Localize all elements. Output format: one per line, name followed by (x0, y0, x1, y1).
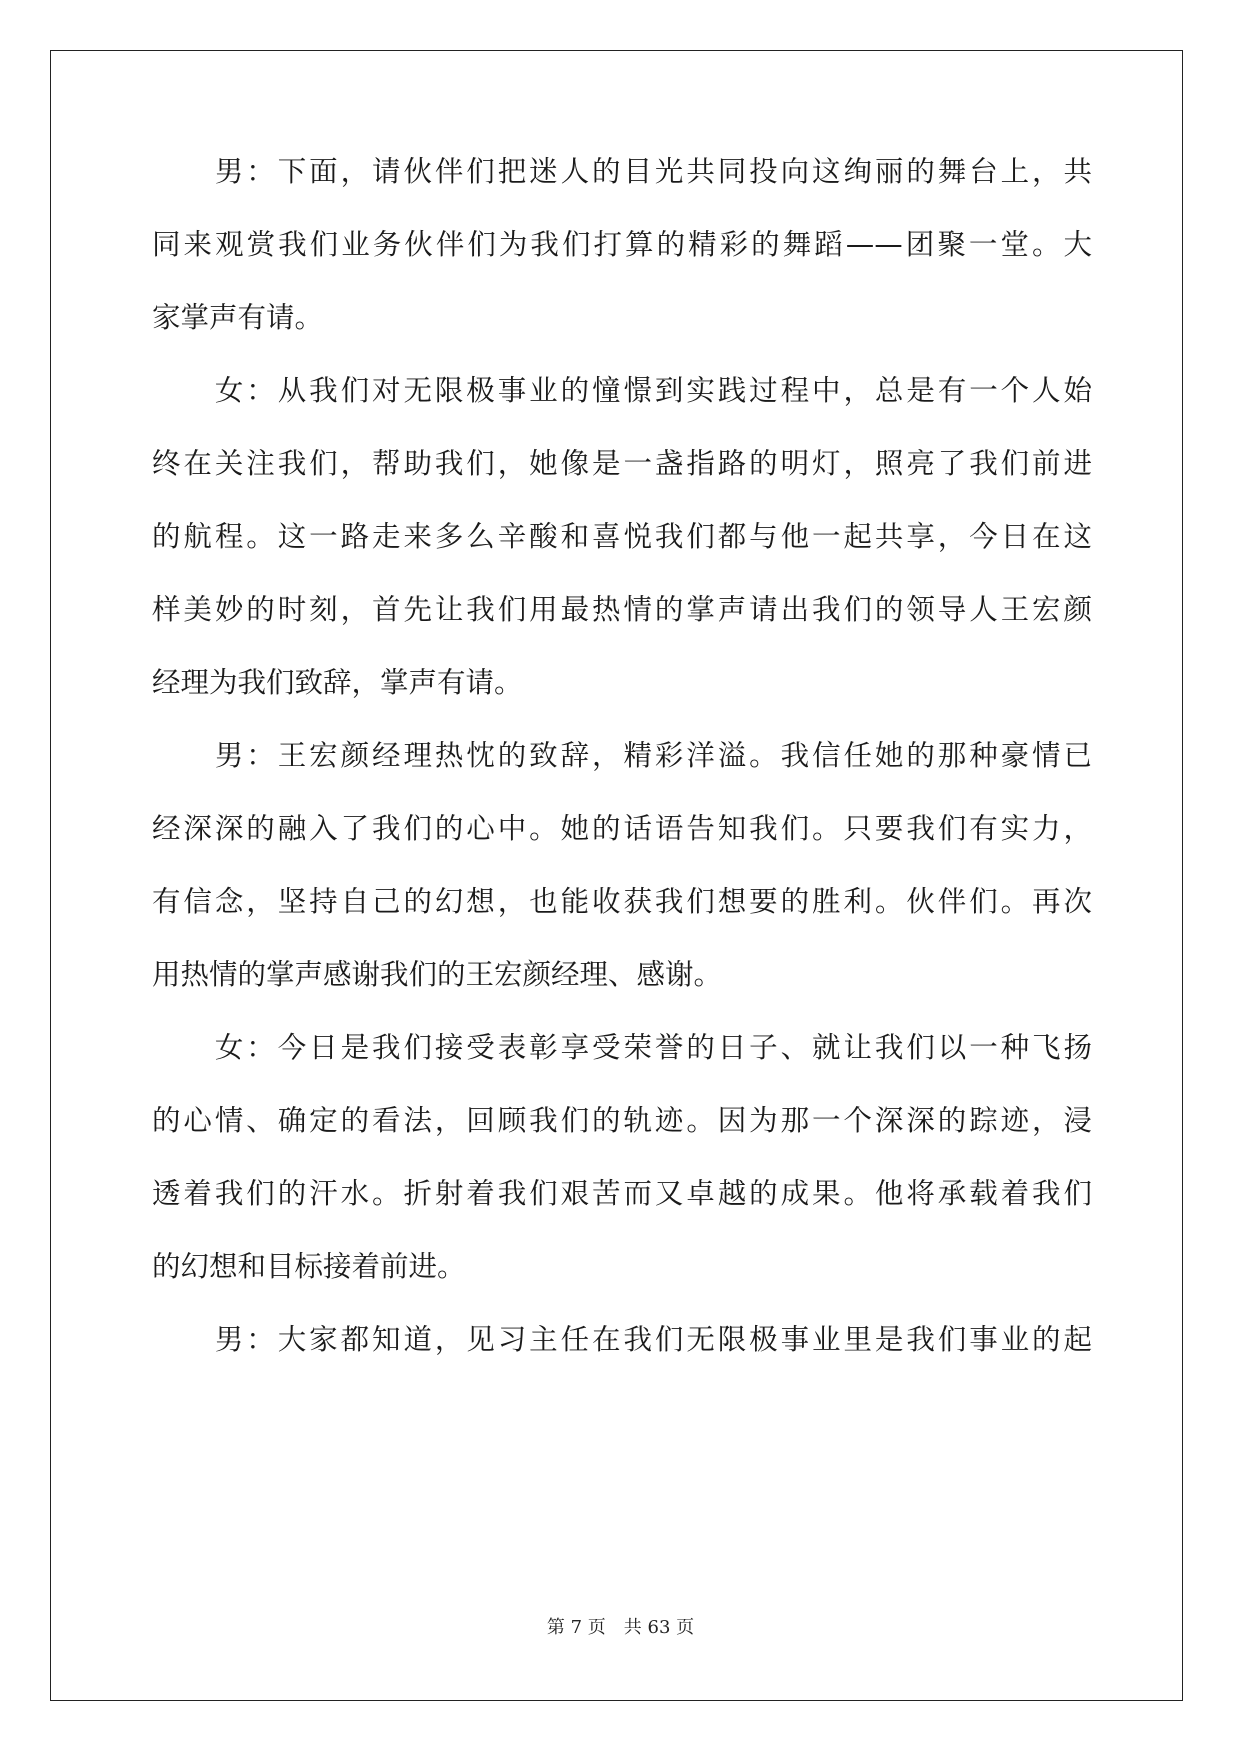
page-number-footer: 第 7 页 共 63 页 (546, 1617, 695, 1638)
text-line: 男：大家都知道，见习主任在我们无限极事业里是我们事业的起 (152, 1323, 1092, 1356)
text-line: 女：从我们对无限极事业的憧憬到实践过程中，总是有一个人始 (152, 374, 1092, 407)
text-line: 女：今日是我们接受表彰享受荣誉的日子、就让我们以一种飞扬 (152, 1031, 1092, 1064)
text-line: 男：王宏颜经理热忱的致辞，精彩洋溢。我信任她的那种豪情已 (152, 739, 1092, 772)
text-line: 用热情的掌声感谢我们的王宏颜经理、感谢。 (152, 958, 723, 991)
text-line: 经深深的融入了我们的心中。她的话语告知我们。只要我们有实力， (152, 812, 1092, 845)
text-line: 有信念，坚持自己的幻想，也能收获我们想要的胜利。伙伴们。再次 (152, 885, 1092, 918)
text-line: 家掌声有请。 (152, 301, 324, 334)
text-line: 透着我们的汗水。折射着我们艰苦而又卓越的成果。他将承载着我们 (152, 1177, 1092, 1210)
text-line: 的心情、确定的看法，回顾我们的轨迹。因为那一个深深的踪迹，浸 (152, 1104, 1092, 1137)
text-line: 同来观赏我们业务伙伴们为我们打算的精彩的舞蹈——团聚一堂。大 (152, 228, 1092, 261)
text-line: 男：下面，请伙伴们把迷人的目光共同投向这绚丽的舞台上，共 (152, 155, 1092, 188)
text-line: 的幻想和目标接着前进。 (152, 1250, 466, 1283)
text-line: 经理为我们致辞，掌声有请。 (152, 666, 523, 699)
text-line: 的航程。这一路走来多么辛酸和喜悦我们都与他一起共享，今日在这 (152, 520, 1092, 553)
text-line: 样美妙的时刻，首先让我们用最热情的掌声请出我们的领导人王宏颜 (152, 593, 1092, 626)
text-line: 终在关注我们，帮助我们，她像是一盏指路的明灯，照亮了我们前进 (152, 447, 1092, 480)
